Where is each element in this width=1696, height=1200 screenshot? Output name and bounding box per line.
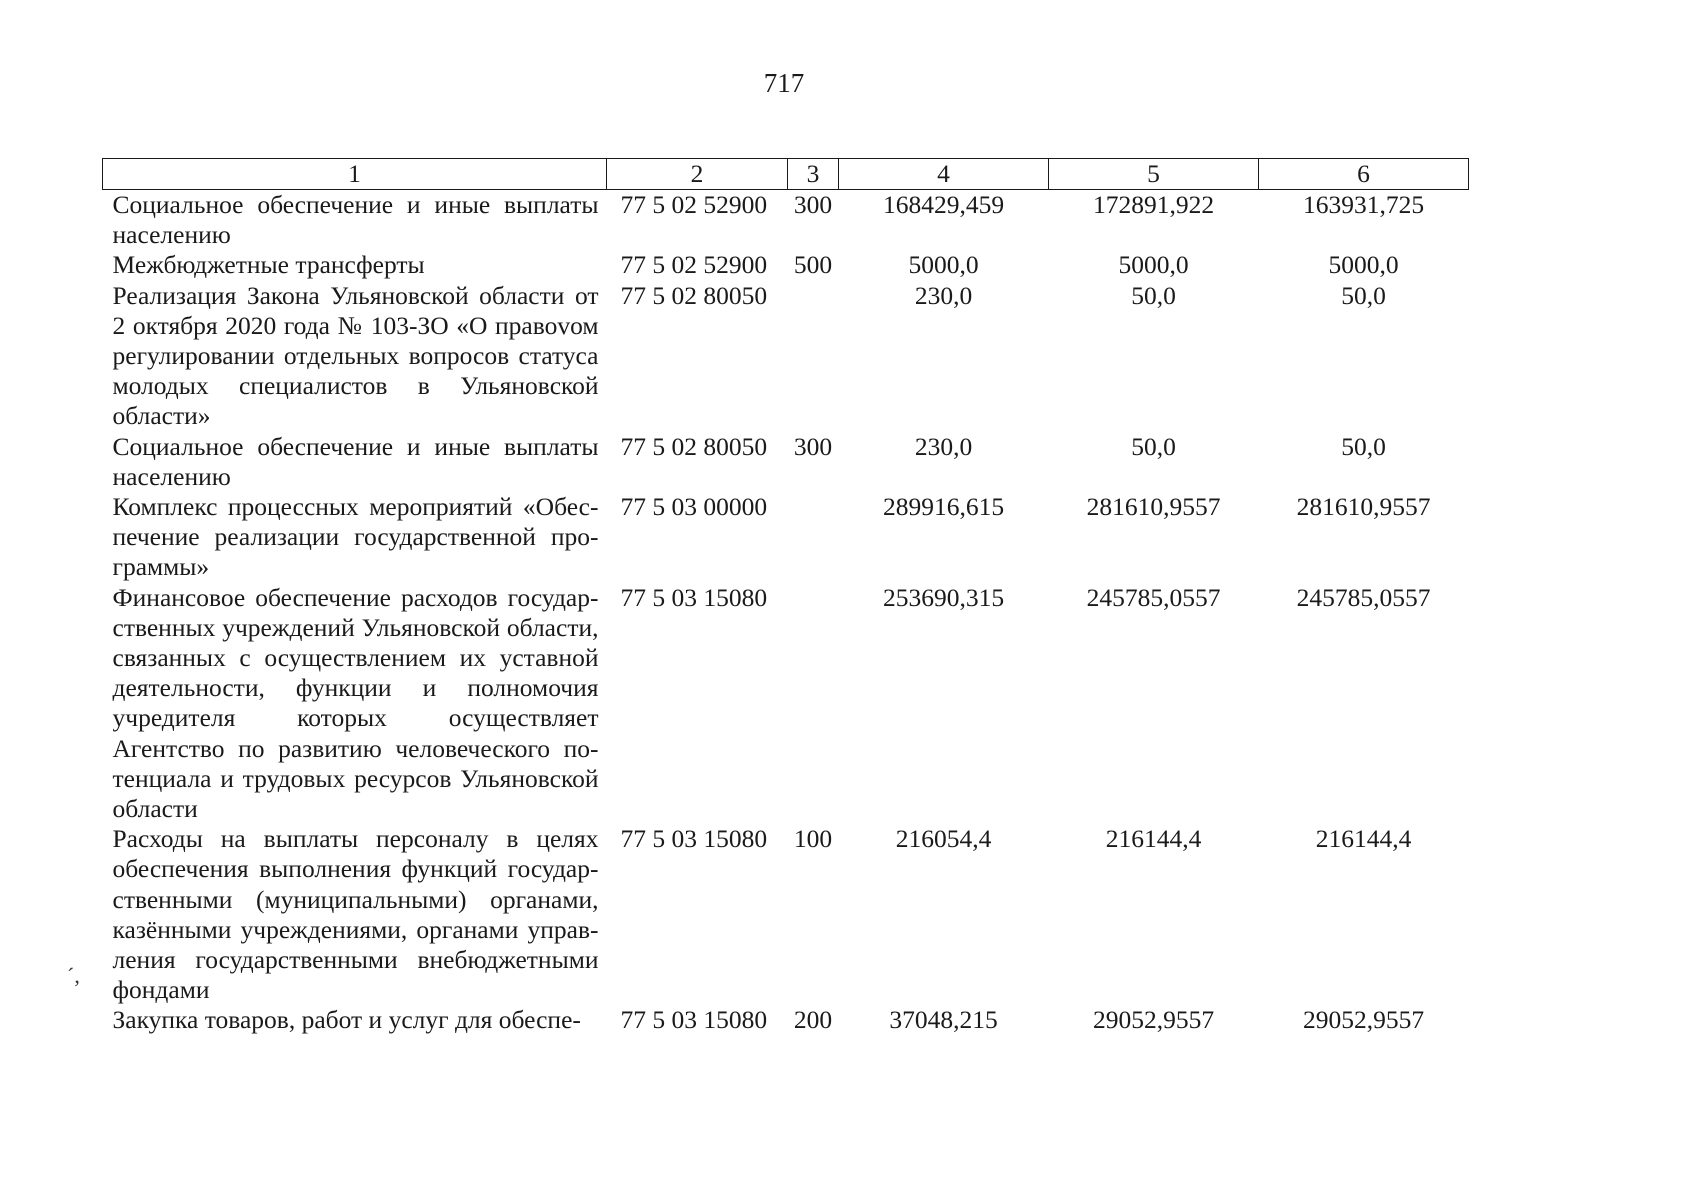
header-col-5: 5 [1049, 159, 1259, 190]
header-row [103, 159, 1469, 190]
table-body [103, 190, 1469, 1036]
row-value-4: 37048,215 [889, 1005, 998, 1035]
row-type: 500 [793, 250, 833, 280]
budget-table [102, 158, 1469, 1036]
row-type: 100 [793, 824, 833, 854]
row-code: 77 5 03 00000 [620, 492, 768, 522]
row-code: 77 5 03 15080 [620, 582, 768, 612]
row-value-5: 5000,0 [1118, 250, 1189, 280]
row-value-6: 281610,9557 [1296, 492, 1431, 522]
header-col-4: 4 [839, 159, 1049, 190]
row-value-5: 281610,9557 [1086, 492, 1221, 522]
row-type: 300 [793, 431, 833, 461]
table-row [103, 583, 1469, 825]
row-type: 200 [793, 1005, 833, 1035]
table-row [103, 250, 1469, 280]
table-row [103, 824, 1469, 1005]
row-code: 77 5 02 52900 [620, 190, 768, 219]
row-code: 77 5 03 15080 [620, 1005, 768, 1035]
row-name: Социальное обеспечение и иные выплаты населению [112, 431, 599, 491]
header-col-6: 6 [1259, 159, 1469, 190]
row-code: 77 5 02 80050 [620, 280, 768, 310]
row-value-6: 50,0 [1341, 280, 1386, 310]
row-value-6: 5000,0 [1328, 250, 1399, 280]
page-number: 717 [763, 68, 805, 98]
table-row [103, 1005, 1469, 1035]
header-col-1: 1 [103, 159, 607, 190]
row-value-4: 230,0 [914, 431, 973, 461]
row-value-5: 50,0 [1131, 431, 1176, 461]
table-row [103, 432, 1469, 492]
row-value-4: 289916,615 [882, 492, 1005, 522]
row-code: 77 5 02 52900 [620, 250, 768, 280]
row-value-5: 216144,4 [1105, 824, 1202, 854]
row-value-4: 253690,315 [882, 582, 1005, 612]
row-type: 300 [793, 190, 833, 219]
row-name: Закупка товаров, работ и услуг для обеспе- [112, 1005, 581, 1035]
row-type [788, 583, 839, 825]
row-value-6: 216144,4 [1315, 824, 1412, 854]
row-code: 77 5 03 15080 [620, 824, 768, 854]
row-value-4: 5000,0 [908, 250, 979, 280]
row-name: Межбюджетные трансферты [112, 250, 425, 280]
row-value-6: 29052,9557 [1302, 1005, 1425, 1035]
table-row [103, 492, 1469, 583]
row-value-6: 245785,0557 [1296, 582, 1431, 612]
row-name: Реализация Закона Ульяновской области от 2 октября 2020 года № 103-ЗО «О правоvом регулировании отдельных вопросов статуса молодых специалистов в Ульяновской области» [112, 280, 599, 431]
row-value-5: 29052,9557 [1092, 1005, 1215, 1035]
row-value-5: 172891,922 [1092, 190, 1215, 219]
row-value-5: 50,0 [1131, 280, 1176, 310]
header-col-3: 3 [788, 159, 839, 190]
row-value-4: 216054,4 [895, 824, 992, 854]
stray-mark: ´, [67, 963, 80, 988]
row-value-6: 50,0 [1341, 431, 1386, 461]
row-code: 77 5 02 80050 [620, 431, 768, 461]
row-value-5: 245785,0557 [1086, 582, 1221, 612]
row-type [788, 492, 839, 583]
header-col-2: 2 [607, 159, 788, 190]
table-row [103, 281, 1469, 432]
row-value-4: 230,0 [914, 280, 973, 310]
row-type [788, 281, 839, 432]
row-name: Комплекс процессных мероприятий «Обеспечение реализации государственной программы» [112, 492, 599, 582]
table-row [103, 190, 1469, 251]
table-header [103, 159, 1469, 190]
row-name: Расходы на выплаты персоналу в целях обеспечения выполнения функций государственными (муниципальными) органами, казёнными учреждениями, органами управления государственными внебюджетными фондами [112, 824, 599, 1005]
row-value-6: 163931,725 [1302, 190, 1425, 219]
row-name: Финансовое обеспечение расходов государственных учреждений Ульяновской области, связанных с осуществлением их уставной деятельности, функции и полномочия учредителя которых осуществляет Агентство по развитию человеческого потенциала и трудовых ресурсов Ульяновской области [112, 582, 599, 824]
row-name: Социальное обеспечение и иные выплаты населению [112, 190, 599, 250]
row-value-4: 168429,459 [882, 190, 1005, 219]
